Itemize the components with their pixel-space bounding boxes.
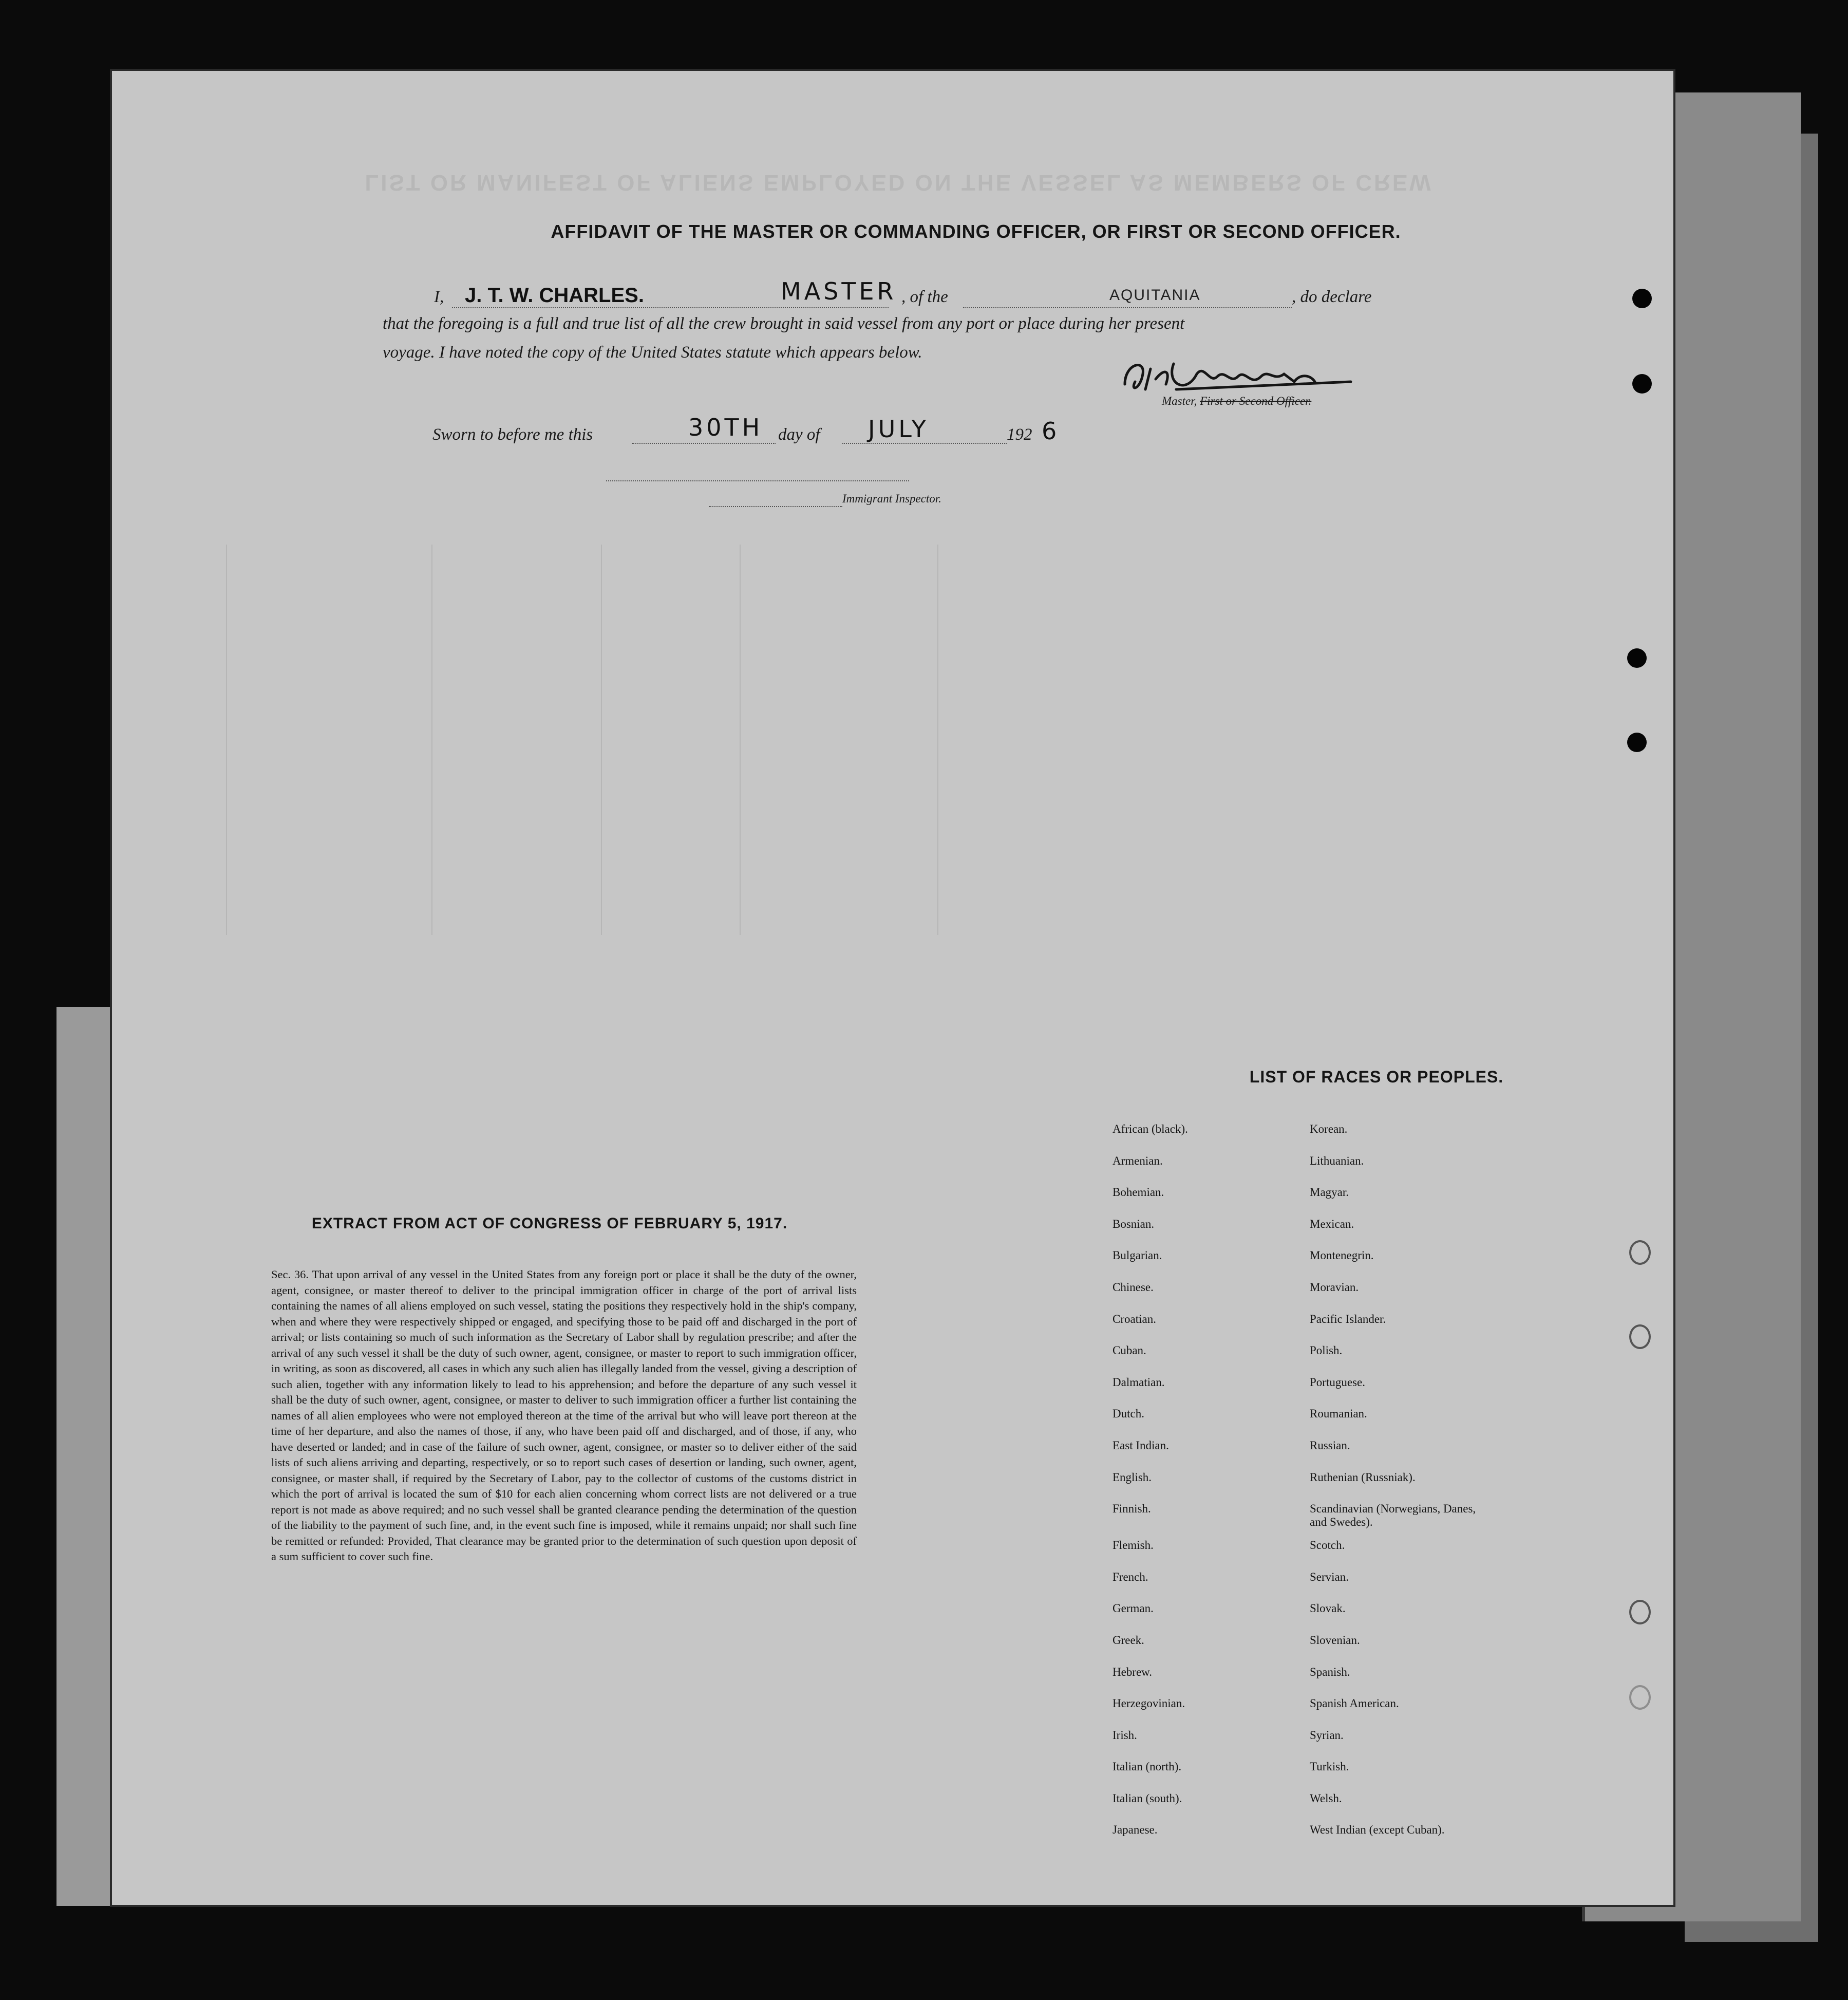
punch-hole xyxy=(1632,289,1652,308)
races-title: LIST OF RACES OR PEOPLES. xyxy=(1249,1068,1504,1086)
inspector-caption: Immigrant Inspector. xyxy=(842,492,941,505)
race-item: Magyar. xyxy=(1310,1186,1349,1199)
affidavit-line-2: that the foregoing is a full and true list of all the crew brought in said vessel from any port or place during her present xyxy=(383,314,1185,333)
race-item: Bosnian. xyxy=(1112,1217,1155,1230)
month-blank xyxy=(842,443,1007,444)
race-item: Moravian. xyxy=(1310,1280,1359,1294)
race-item: East Indian. xyxy=(1112,1438,1169,1452)
race-item: Montenegrin. xyxy=(1310,1249,1374,1262)
race-item: Syrian. xyxy=(1310,1728,1344,1742)
inspector-blank-2 xyxy=(709,506,842,507)
race-item: Finnish. xyxy=(1112,1502,1151,1516)
do-declare-label: , do declare xyxy=(1292,288,1372,306)
race-item: Greek. xyxy=(1112,1633,1144,1647)
punch-hole-ring xyxy=(1629,1324,1651,1349)
affidavit-line-3: voyage. I have noted the copy of the United States statute which appears below. xyxy=(383,343,922,362)
race-item: Welsh. xyxy=(1310,1791,1342,1805)
i-label: I, xyxy=(434,288,444,306)
race-item: Italian (south). xyxy=(1112,1791,1182,1805)
master-signature xyxy=(1115,353,1356,400)
vessel-name: AQUITANIA xyxy=(1109,287,1201,304)
officer-name: J. T. W. CHARLES. xyxy=(465,284,644,307)
year-suffix: 6 xyxy=(1042,417,1060,445)
race-item: Russian. xyxy=(1310,1438,1350,1452)
race-item: Croatian. xyxy=(1112,1312,1156,1325)
race-item: Cuban. xyxy=(1112,1344,1146,1357)
race-item: Polish. xyxy=(1310,1344,1343,1357)
race-item: Lithuanian. xyxy=(1310,1154,1364,1167)
race-item: Chinese. xyxy=(1112,1280,1154,1294)
race-item: Bohemian. xyxy=(1112,1186,1164,1199)
race-item: Korean. xyxy=(1310,1123,1348,1135)
punch-hole xyxy=(1627,648,1647,668)
extract-body: Sec. 36. That upon arrival of any vessel in the United States from any foreign port or place it shall be the duty of the owner, agent, consignee, or master thereof to deliver to the principal immigration officer in charge of the port of arrival lists containing the names of all aliens employed on such vessel, stating the positions they respectively hold in the ship's company, when and where they were respectively shipped or engaged, and specifying those to be paid off and discharged in the port of arrival; or lists containing so much of such information as the Secretary of Labor shall by regulation prescribe; and after the arrival of any such vessel it shall be the duty of such owner, agent, consignee, or master to report to such immigration officer, in writing, as soon as discovered, all cases in which any such alien has illegally landed from the vessel, giving a description of such alien, together with any information likely to lead to his apprehension; and before the departure of any such vessel it shall be the duty of such owner, agent, consignee, or master to deliver to such immigration officer a further list containing the names of all alien employees who were not employed thereon at the time of the arrival but who will leave port thereon at the time of her departure, and also the names of those, if any, who have been paid off and discharged, and of those, if any, who have deserted or landed; and in case of the failure of such owner, agent, consignee, or master so to deliver either of the said lists of such aliens arriving and departing, respectively, or so to report such cases of desertion or landing, such owner, agent, consignee, or master shall, if required by the Secretary of Labor, pay to the collector of customs of the customs district in which the port of arrival is located the sum of $10 for each alien concerning whom correct lists are not delivered or a true report is not made as above required; and no such vessel shall be granted clearance pending the determination of the question of the liability to the payment of such fine, and, in the event such fine is imposed, while it remains unpaid; nor shall such fine be remitted or refunded: Provided, That clearance may be granted prior to the determination of such question upon deposit of a sum sufficient to cover such fine. xyxy=(271,1268,857,1563)
race-item: Turkish. xyxy=(1310,1760,1349,1773)
race-item: Dutch. xyxy=(1112,1407,1144,1420)
punch-hole xyxy=(1632,374,1652,394)
race-item: Dalmatian. xyxy=(1112,1375,1165,1389)
race-item: Hebrew. xyxy=(1112,1665,1153,1678)
faint-rule xyxy=(431,545,432,935)
race-item: Irish. xyxy=(1112,1728,1137,1742)
race-item: Roumanian. xyxy=(1310,1407,1367,1420)
race-item: African (black). xyxy=(1112,1123,1188,1135)
race-item: Scotch. xyxy=(1310,1539,1345,1552)
faint-rule xyxy=(226,545,227,935)
punch-hole xyxy=(1627,733,1647,752)
faint-rule xyxy=(937,545,938,935)
race-item: Italian (north). xyxy=(1112,1760,1182,1773)
day-blank xyxy=(632,443,776,444)
faint-rule xyxy=(601,545,602,935)
races-list-right xyxy=(1310,1123,1484,1855)
affidavit-title: AFFIDAVIT OF THE MASTER OR COMMANDING OFFICER, OR FIRST OR SECOND OFFICER. xyxy=(551,221,1401,242)
inspector-blank-1 xyxy=(606,480,909,481)
officer-rank: MASTER xyxy=(781,277,897,305)
race-item: Ruthenian (Russniak). xyxy=(1310,1470,1416,1484)
day-of-label: day of xyxy=(778,425,820,444)
master-caption: Master, xyxy=(1162,395,1197,407)
race-item: Bulgarian. xyxy=(1112,1249,1162,1262)
race-item: Servian. xyxy=(1310,1570,1349,1583)
race-item: Herzegovinian. xyxy=(1112,1697,1185,1710)
punch-hole-ring xyxy=(1629,1685,1651,1710)
bleed-through-text: LIST OR MANIFEST OF ALIENS EMPLOYED ON THE VESSEL AS MEMBERS OF CREW xyxy=(365,170,1433,195)
race-item: Spanish American. xyxy=(1310,1697,1399,1710)
race-item: Portuguese. xyxy=(1310,1375,1365,1389)
race-item: German. xyxy=(1112,1602,1154,1615)
vessel-blank xyxy=(963,307,1292,308)
sworn-day: 30TH xyxy=(688,414,763,441)
race-item: French. xyxy=(1112,1570,1148,1583)
race-item: Slovak. xyxy=(1310,1602,1346,1615)
race-item: English. xyxy=(1112,1470,1152,1484)
race-item: West Indian (except Cuban). xyxy=(1310,1823,1445,1837)
race-item: Scandinavian (Norwegians, Danes, and Swedes). xyxy=(1310,1502,1476,1529)
race-item: Spanish. xyxy=(1310,1665,1350,1678)
race-item: Armenian. xyxy=(1112,1154,1163,1167)
extract-title: EXTRACT FROM ACT OF CONGRESS OF FEBRUARY 5, 1917. xyxy=(311,1215,788,1232)
race-item: Slovenian. xyxy=(1310,1633,1360,1647)
punch-hole-ring xyxy=(1629,1240,1651,1265)
sworn-label: Sworn to before me this xyxy=(432,425,593,444)
race-item: Flemish. xyxy=(1112,1539,1154,1552)
faint-rule xyxy=(740,545,741,935)
punch-hole-ring xyxy=(1629,1600,1651,1624)
race-item: Japanese. xyxy=(1112,1823,1158,1837)
race-item: Mexican. xyxy=(1310,1217,1354,1230)
struck-officer-caption: First or Second Officer. xyxy=(1200,395,1312,407)
signature-caption xyxy=(1162,395,1311,408)
name-blank xyxy=(452,307,889,308)
of-the-label: , of the xyxy=(901,288,948,306)
race-item: Pacific Islander. xyxy=(1310,1312,1386,1325)
sworn-month: JULY xyxy=(868,415,929,443)
year-prefix: 192 xyxy=(1007,425,1032,444)
races-list-left xyxy=(1112,1123,1188,1855)
